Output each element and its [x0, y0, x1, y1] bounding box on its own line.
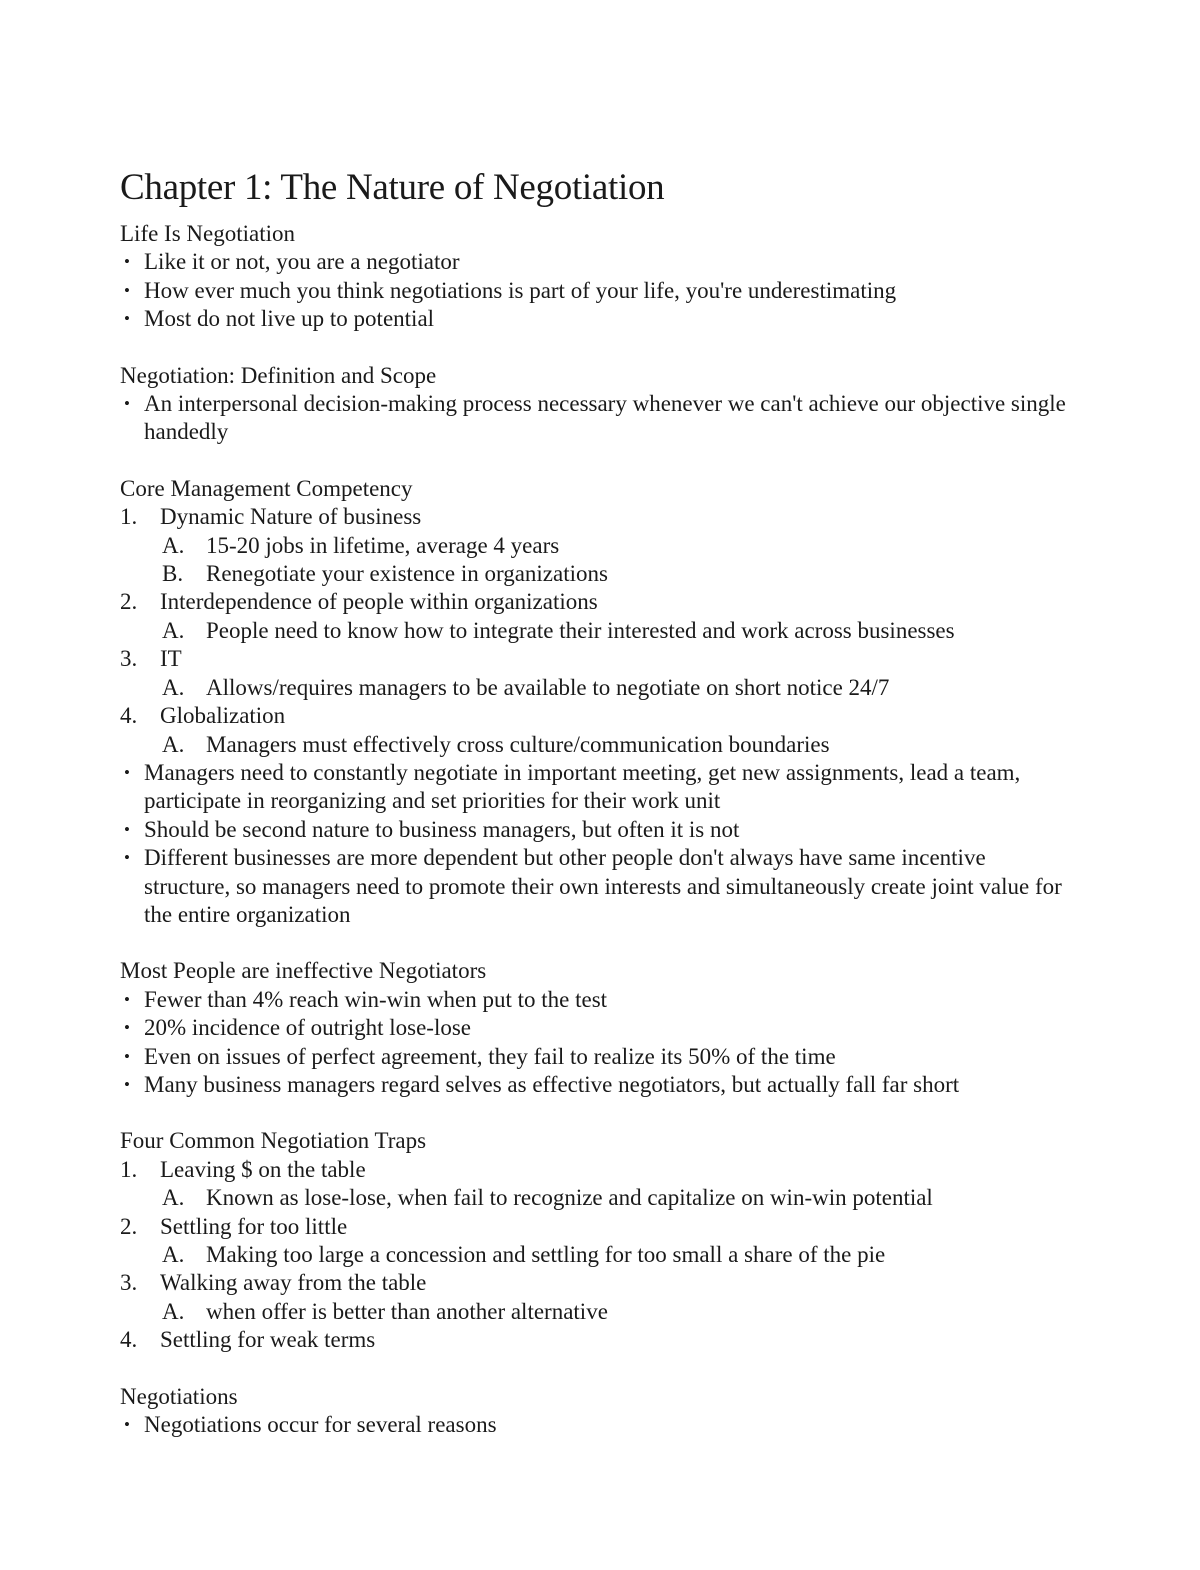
bullet-item: • How ever much you think negotiations is part of your life, you're underestimating: [120, 277, 1080, 305]
lettered-subitem: A. Making too large a concession and settling for too small a share of the pie: [162, 1242, 886, 1267]
bullet-icon: •: [124, 252, 130, 272]
numbered-item: 1. Dynamic Nature of business: [120, 504, 422, 530]
section-heading: Negotiation: Definition and Scope: [120, 362, 437, 388]
lettered-subitem: A. Managers must effectively cross culture/communication boundaries: [162, 731, 830, 757]
bullet-icon: •: [124, 1074, 130, 1094]
numbered-item: 3. IT: [120, 646, 182, 672]
lettered-subitem: A. 15-20 jobs in lifetime, average 4 years: [162, 532, 560, 558]
numbered-item: 4. Globalization: [120, 703, 286, 729]
lettered-subitem: A. Allows/requires managers to be available to negotiate on short notice 24/7: [162, 674, 890, 700]
bullet-item: • Fewer than 4% reach win-win when put to the test: [120, 986, 1080, 1014]
bullet-item: • Even on issues of perfect agreement, they fail to realize its 50% of the time: [120, 1043, 1080, 1071]
bullet-icon: •: [124, 309, 130, 329]
bullet-icon: •: [124, 1046, 130, 1066]
lettered-subitem: B. Renegotiate your existence in organizations: [162, 561, 608, 587]
bullet-icon: •: [124, 1018, 130, 1038]
chapter-title: Chapter 1: The Nature of Negotiation: [120, 167, 665, 208]
numbered-item: 1. Leaving $ on the table: [120, 1156, 366, 1182]
lettered-subitem: A. People need to know how to integrate their interested and work across businesses: [162, 617, 955, 643]
bullet-icon: •: [124, 848, 130, 868]
bullet-item: • Should be second nature to business managers, but often it is not: [120, 816, 1080, 844]
bullet-item: • Most do not live up to potential: [120, 305, 1080, 333]
section-heading: Four Common Negotiation Traps: [120, 1128, 427, 1154]
section-heading: Core Management Competency: [120, 475, 413, 501]
numbered-item: 2. Interdependence of people within organizations: [120, 589, 598, 615]
section-life-is-negotiation: [120, 220, 1080, 334]
bullet-item: • Many business managers regard selves as effective negotiators, but actually fall far short: [120, 1071, 1080, 1099]
bullet-icon: •: [124, 1415, 130, 1435]
numbered-item: 3. Walking away from the table: [120, 1270, 427, 1296]
section-negotiations: [120, 1383, 1080, 1440]
bullet-item: • 20% incidence of outright lose-lose: [120, 1014, 1080, 1042]
lettered-subitem: A. when offer is better than another alternative: [162, 1298, 608, 1324]
section-core-management-competency: [120, 475, 1080, 930]
numbered-item: 4. Settling for weak terms: [120, 1327, 376, 1353]
bullet-item: • Like it or not, you are a negotiator: [120, 248, 1080, 276]
bullet-icon: •: [124, 762, 130, 782]
section-heading: Most People are ineffective Negotiators: [120, 958, 487, 984]
section-heading: Life Is Negotiation: [120, 221, 296, 246]
bullet-item: • Different businesses are more dependent but other people don't always have same incentive structure, so managers need to promote their own interests and simultaneously create joint value for the entire organization: [120, 844, 1064, 929]
section-negotiation-traps: [120, 1127, 1080, 1354]
document-page: [120, 162, 1080, 1467]
bullet-item: • An interpersonal decision-making process necessary whenever we can't achieve our objective single handedly: [120, 390, 1074, 447]
bullet-item: • Negotiations occur for several reasons: [120, 1411, 1080, 1439]
section-definition-and-scope: [120, 362, 1080, 447]
lettered-subitem: A. Known as lose-lose, when fail to recognize and capitalize on win-win potential: [162, 1185, 933, 1211]
numbered-item: 2. Settling for too little: [120, 1213, 348, 1239]
section-ineffective-negotiators: [120, 957, 1080, 1099]
bullet-icon: •: [124, 819, 130, 839]
bullet-icon: •: [124, 989, 130, 1009]
bullet-icon: •: [124, 280, 130, 300]
section-heading: Negotiations: [120, 1383, 238, 1409]
bullet-icon: •: [124, 394, 130, 414]
bullet-item: • Managers need to constantly negotiate in important meeting, get new assignments, lead a team, participate in reorganizing and set priorities for their work unit: [120, 759, 1064, 816]
